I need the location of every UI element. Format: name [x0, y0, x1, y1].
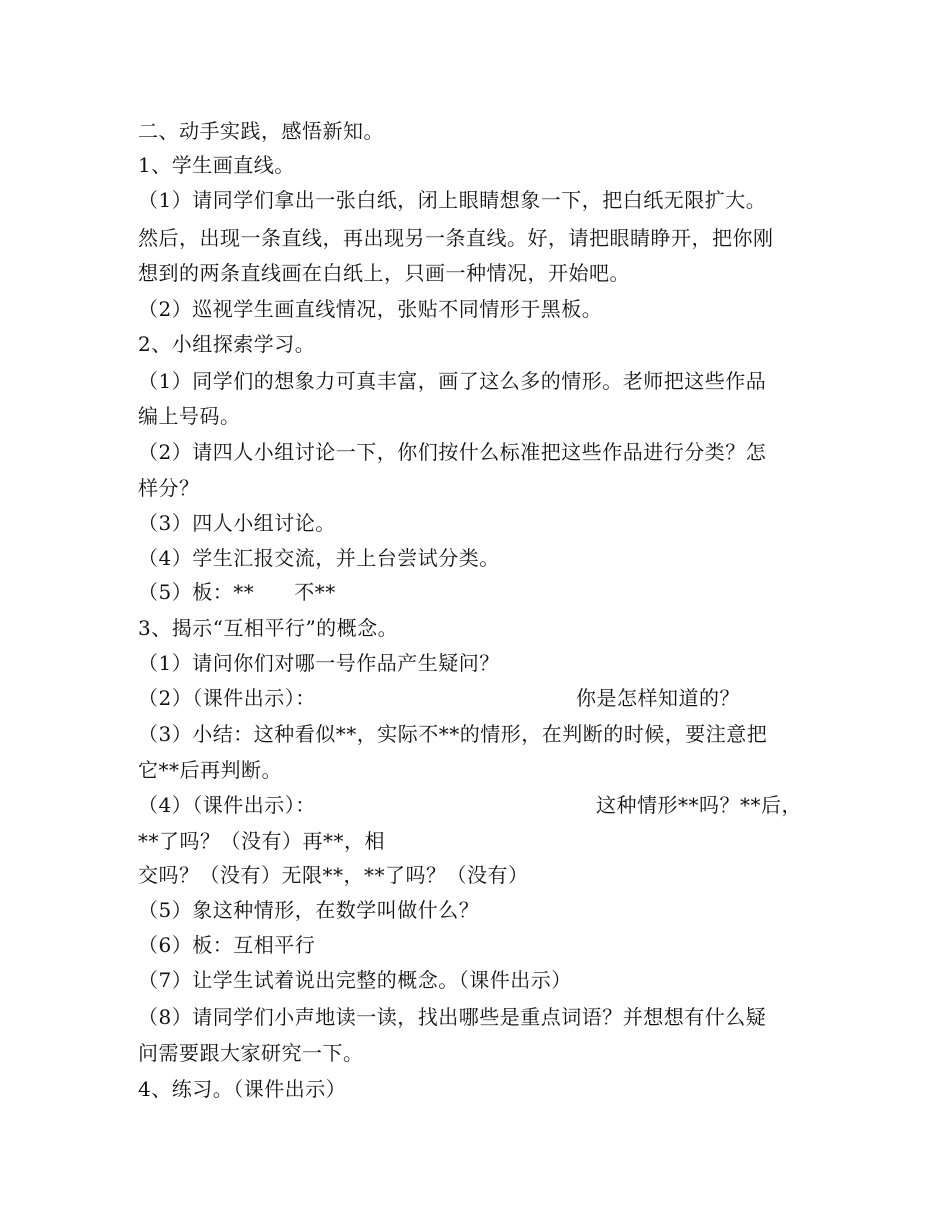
step3-para4-question: 这种情形**吗？**后， — [596, 793, 802, 817]
step3-para2 — [138, 686, 316, 710]
step2-para2-line2: 样分？ — [138, 476, 200, 500]
step3-para3-line1: （3）小结：这种看似**，实际不**的情形，在判断的时候，要注意把 — [138, 722, 768, 746]
step2-para4: （4）学生汇报交流，并上台尝试分类。 — [138, 546, 500, 570]
step2-para1-line2: 编上号码。 — [138, 404, 241, 428]
step3-para3-line2: 它**后再判断。 — [138, 758, 282, 782]
step1-title: 1、学生画直线。 — [138, 153, 295, 177]
step2-para3: （3）四人小组讨论。 — [138, 511, 336, 535]
section-heading: 二、动手实践，感悟新知。 — [138, 119, 384, 143]
step3-para8-line1: （8）请同学们小声地读一读，找出哪些是重点词语？并想想有什么疑 — [138, 1005, 767, 1029]
step3-para5: （5）象这种情形，在数学叫做什么？ — [138, 898, 480, 922]
step4-title: 4、练习。（课件出示） — [138, 1077, 347, 1101]
step2-para2-line1: （2）请四人小组讨论一下，你们按什么标准把这些作品进行分类？怎 — [138, 440, 767, 464]
step1-para1-line2: 然后，出现一条直线，再出现另一条直线。好，请把眼睛睁开，把你刚 — [138, 226, 774, 250]
step3-title: 3、揭示“互相平行”的概念。 — [138, 616, 399, 640]
step3-para2-question: 你是怎样知道的？ — [576, 686, 740, 710]
step3-para4-line3: 交吗？（没有）无限**，**了吗？（没有） — [138, 863, 529, 887]
step1-para1-line1: （1）请同学们拿出一张白纸，闭上眼睛想象一下，把白纸无限扩大。 — [138, 188, 767, 212]
step1-para2: （2）巡视学生画直线情况，张贴不同情形于黑板。 — [138, 297, 603, 321]
step3-para8-line2: 问需要跟大家研究一下。 — [138, 1041, 364, 1065]
step3-para7: （7）让学生试着说出完整的概念。（课件出示） — [138, 968, 572, 992]
step2-para5 — [138, 580, 336, 604]
step1-para1-line3: 想到的两条直线画在白纸上，只画一种情况，开始吧。 — [138, 261, 630, 285]
step3-para4 — [138, 793, 316, 817]
step3-para6: （6）板：互相平行 — [138, 933, 316, 957]
step2-title: 2、小组探索学习。 — [138, 332, 316, 356]
board-right: 不** — [294, 580, 336, 604]
board-left: （5）板：** — [138, 580, 255, 604]
step3-para1: （1）请问你们对哪一号作品产生疑问？ — [138, 651, 500, 675]
step2-para1-line1: （1）同学们的想象力可真丰富，画了这么多的情形。老师把这些作品 — [138, 369, 767, 393]
courseware-label: （2）（课件出示）： — [138, 686, 316, 710]
step3-para4-line2: **了吗？（没有）再**，相 — [138, 829, 385, 853]
courseware-label: （4）（课件出示）： — [138, 793, 316, 817]
